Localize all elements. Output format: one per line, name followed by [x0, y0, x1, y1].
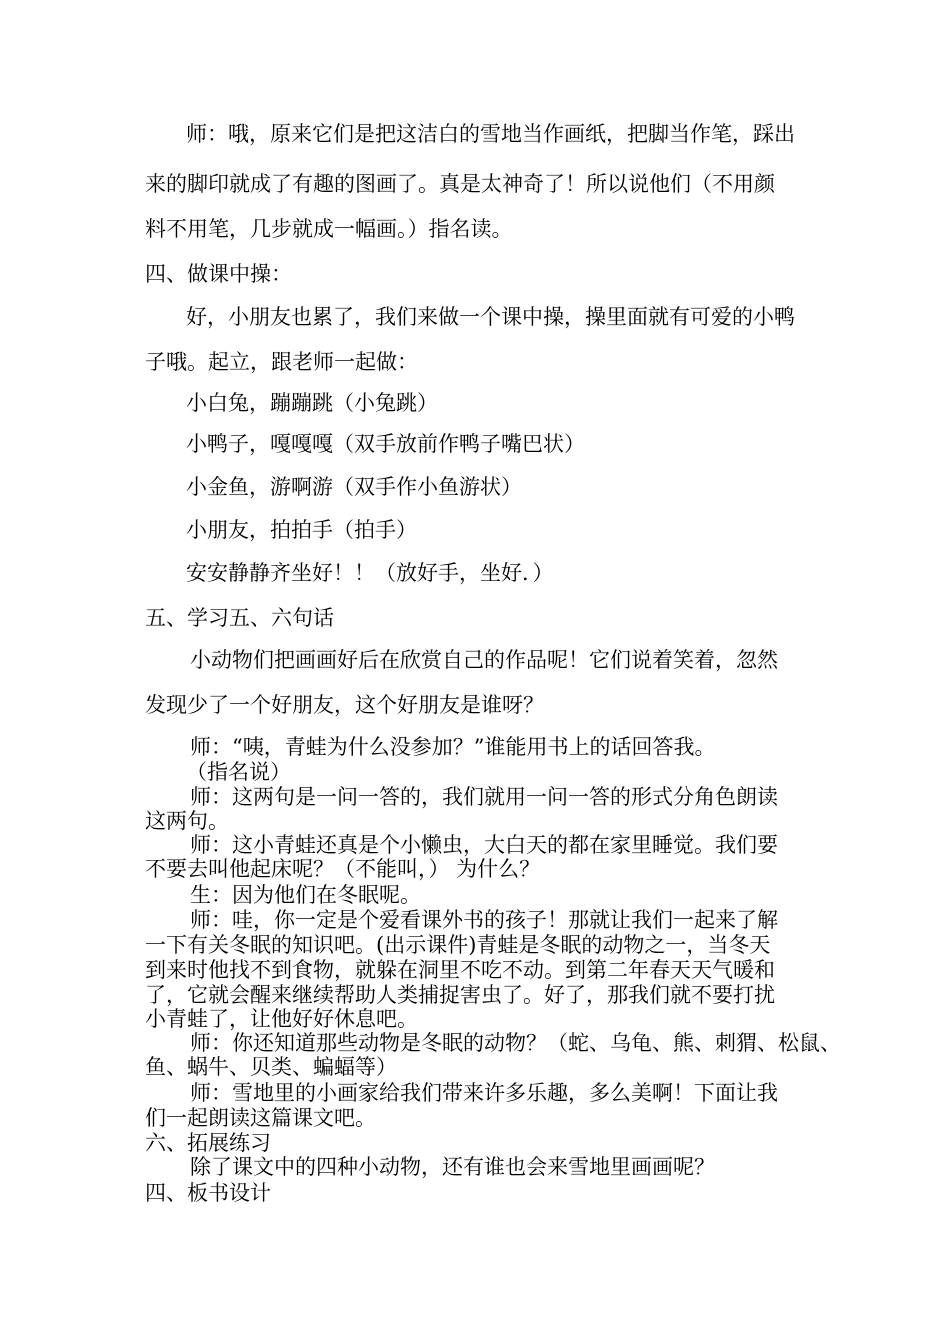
paragraph-line: 师：雪地里的小画家给我们带来许多乐趣，多么美啊！下面让我 [190, 1081, 778, 1105]
exercise-line: 小白兔，蹦蹦跳（小兔跳） [186, 391, 438, 415]
paragraph-line: 师：哦，原来它们是把这洁白的雪地当作画纸，把脚当作笔，踩出 [186, 122, 795, 146]
paragraph-line: 小动物们把画画好后在欣赏自己的作品呢！它们说着笑着，忽然 [190, 648, 778, 672]
paragraph-line: 小青蛙了，让他好好休息吧。 [145, 1007, 418, 1031]
paragraph-line: 们一起朗读这篇课文吧。 [145, 1106, 376, 1130]
paragraph-line: 鱼、蜗牛、贝类、蝙蝠等） [145, 1055, 397, 1079]
exercise-line: 小朋友，拍拍手（拍手） [186, 518, 417, 542]
exercise-line: 小鸭子，嘎嘎嘎（双手放前作鸭子嘴巴状） [186, 432, 585, 456]
paragraph-line: 师：这两句是一问一答的，我们就用一问一答的形式分角色朗读 [190, 785, 778, 809]
section-heading: 六、拓展练习 [145, 1131, 271, 1155]
section-heading: 四、做课中操： [145, 262, 292, 286]
paragraph-line: 子哦。起立，跟老师一起做： [145, 350, 418, 374]
paragraph-line: 生：因为他们在冬眠呢。 [190, 883, 421, 907]
exercise-line: 安安静静齐坐好！！（放好手，坐好．） [186, 561, 554, 585]
paragraph-line: 料不用笔，几步就成一幅画。）指名读。 [145, 217, 513, 241]
paragraph-line: 师：这小青蛙还真是个小懒虫，大白天的都在家里睡觉。我们要 [190, 833, 778, 857]
paragraph-line: （指名说） [186, 760, 291, 784]
paragraph-line: 好，小朋友也累了，我们来做一个课中操，操里面就有可爱的小鸭 [186, 305, 795, 329]
paragraph-line: 这两句。 [145, 809, 229, 833]
paragraph-line: 来的脚印就成了有趣的图画了。真是太神奇了！所以说他们（不用颜 [145, 172, 775, 196]
paragraph-line: 一下有关冬眠的知识吧。(出示课件)青蛙是冬眠的动物之一，当冬天 [145, 933, 771, 957]
paragraph-line: 了，它就会醒来继续帮助人类捕捉害虫了。好了，那我们就不要打扰 [145, 983, 775, 1007]
paragraph-line: 师：你还知道那些动物是冬眠的动物？（蛇、乌龟、熊、刺猬、松鼠、 [190, 1031, 841, 1055]
section-heading: 五、学习五、六句话 [145, 606, 334, 630]
exercise-line: 小金鱼，游啊游（双手作小鱼游状） [186, 475, 522, 499]
paragraph-line: 师：哇，你一定是个爱看课外书的孩子！那就让我们一起来了解 [190, 908, 778, 932]
paragraph-line: 师：“咦，青蛙为什么没参加？”谁能用书上的话回答我。 [190, 735, 716, 759]
section-heading: 四、板书设计 [145, 1181, 271, 1205]
paragraph-line: 发现少了一个好朋友，这个好朋友是谁呀？ [145, 693, 544, 717]
paragraph-line: 除了课文中的四种小动物，还有谁也会来雪地里画画呢？ [190, 1155, 715, 1179]
paragraph-line: 到来时他找不到食物，就躲在洞里不吃不动。到第二年春天天气暖和 [145, 958, 775, 982]
paragraph-line: 不要去叫他起床呢？（不能叫，） 为什么？ [145, 857, 541, 881]
